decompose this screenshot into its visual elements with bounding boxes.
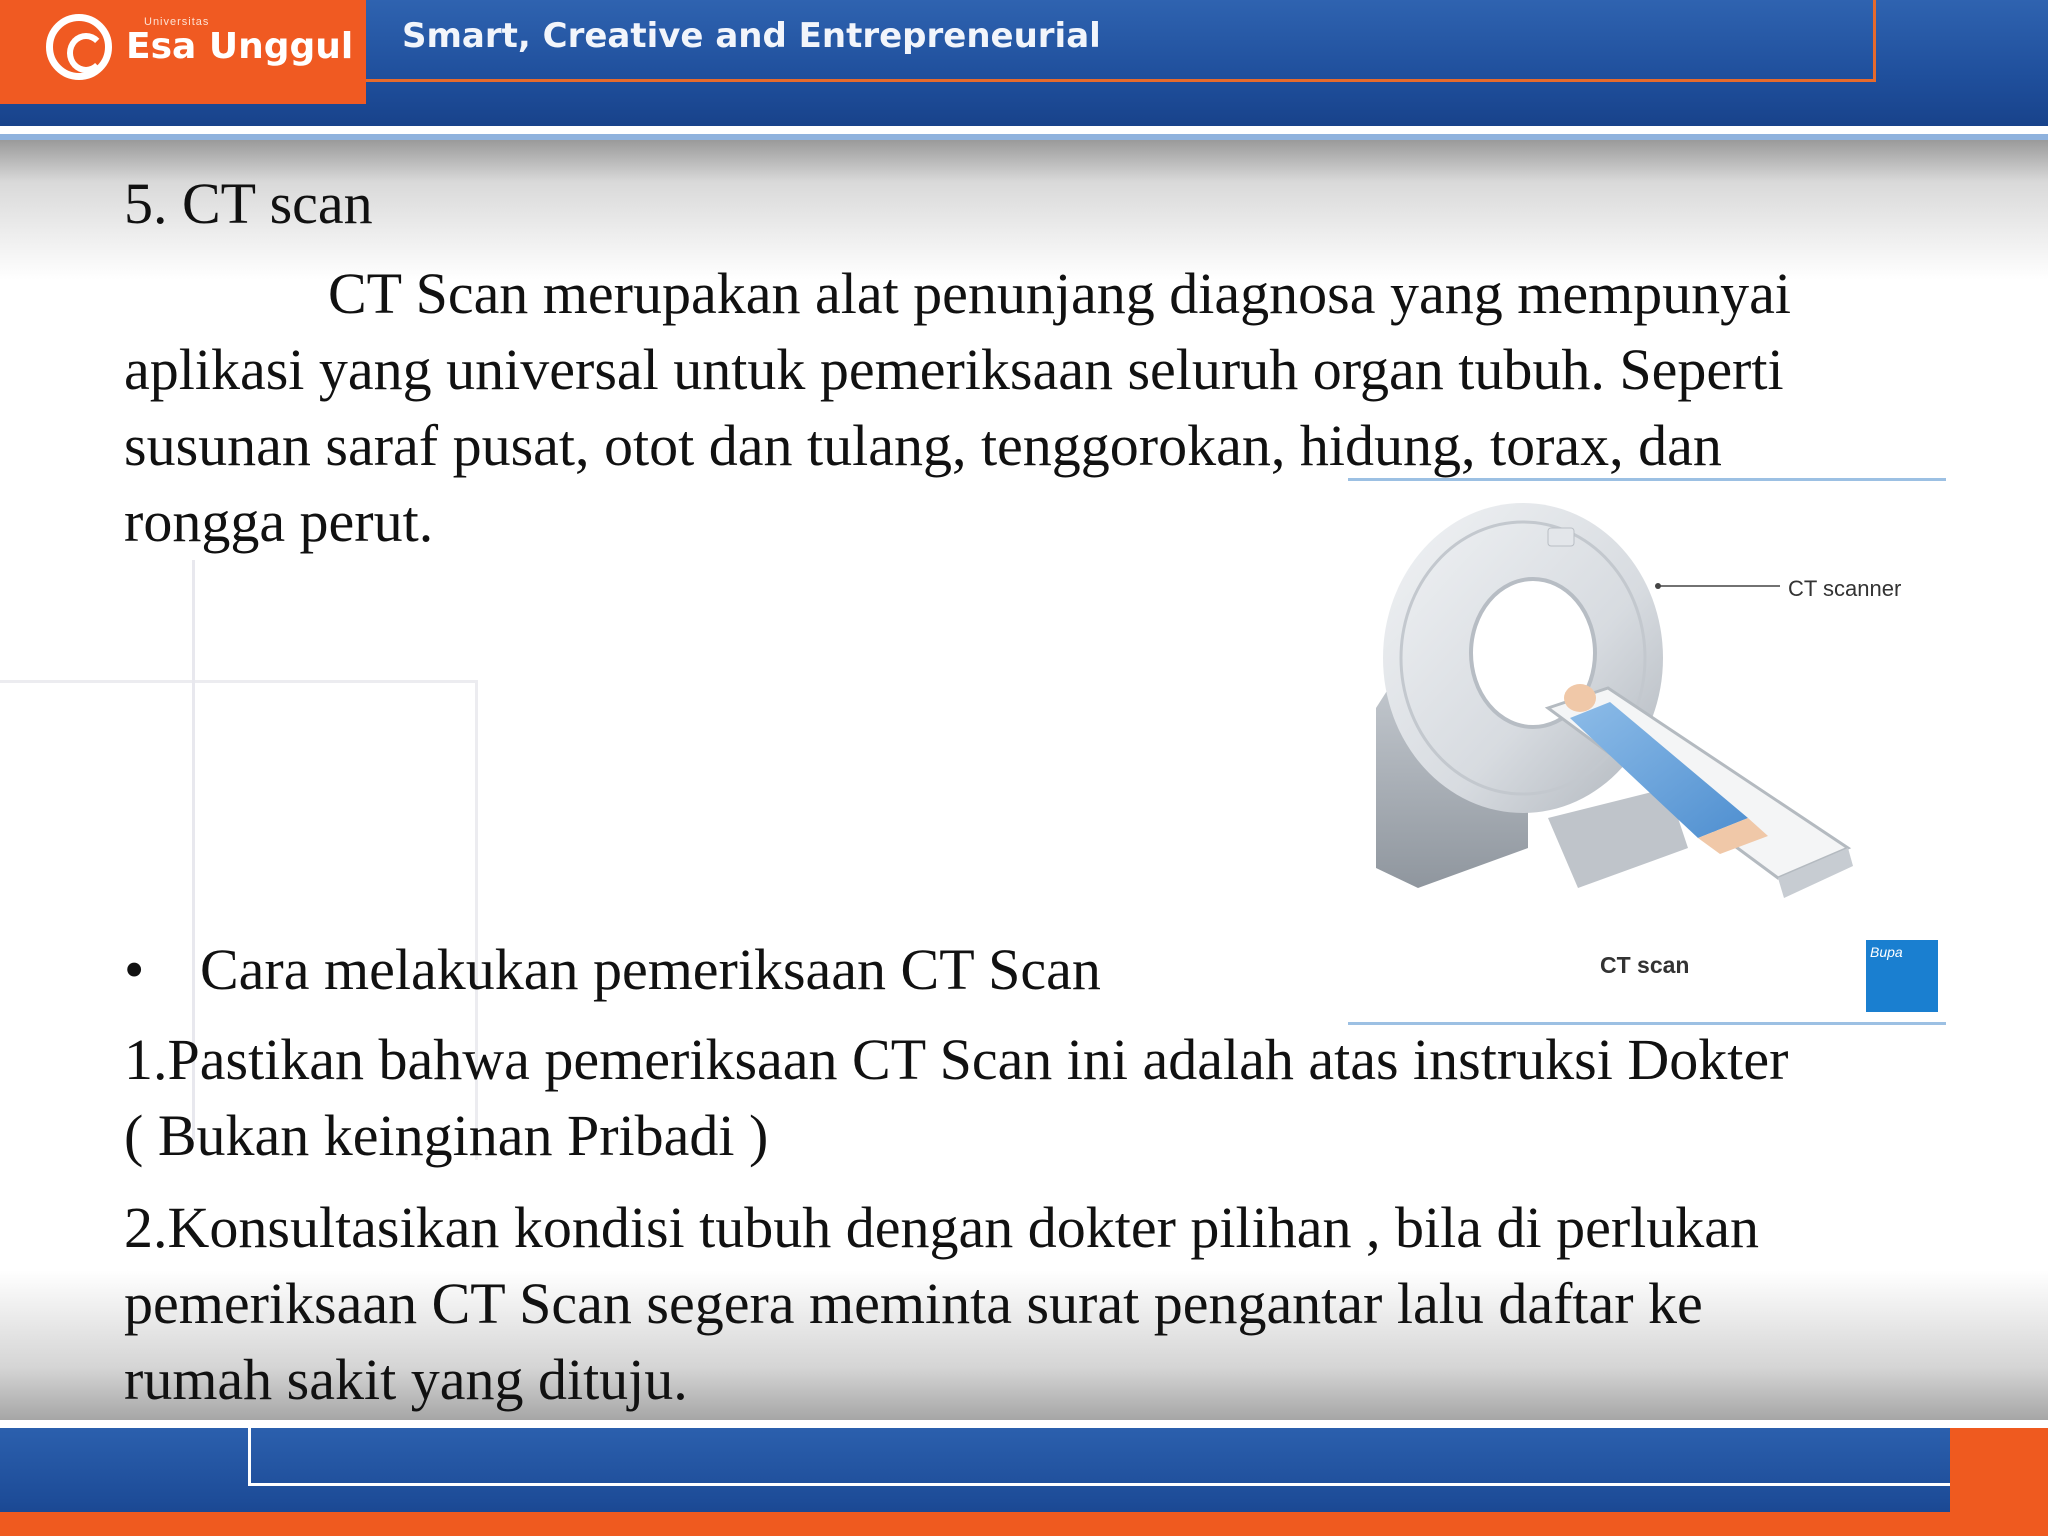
step-line: rumah sakit yang dituju. bbox=[124, 1347, 688, 1412]
step-item-2 bbox=[124, 1190, 1964, 1418]
ct-scanner-illustration bbox=[1348, 488, 1946, 948]
ct-scanner-figure bbox=[1348, 478, 1946, 1026]
tagline: Smart, Creative and Entrepreneurial bbox=[402, 16, 1101, 56]
section-title: 5. CT scan bbox=[124, 171, 373, 236]
footer-frame bbox=[248, 1428, 1950, 1486]
step-line: 1.Pastikan bahwa pemeriksaan CT Scan ini adalah atas instruksi Dokter bbox=[124, 1027, 1789, 1092]
bullet-icon: • bbox=[124, 937, 145, 1002]
step-item-1 bbox=[124, 1022, 1964, 1174]
footer-accent bbox=[1950, 1428, 2048, 1514]
footer-divider bbox=[0, 1420, 2048, 1428]
scanner-label: CT scanner bbox=[1788, 576, 1902, 601]
step-line: ( Bukan keinginan Pribadi ) bbox=[124, 1103, 769, 1168]
bupa-logo-text: Bupa bbox=[1870, 944, 1903, 960]
paragraph-line: aplikasi yang universal untuk pemeriksaan seluruh organ tubuh. Seperti bbox=[124, 337, 1784, 402]
figure-top-rule bbox=[1348, 478, 1946, 481]
figure-caption: CT scan bbox=[1600, 952, 1690, 978]
logo bbox=[0, 0, 366, 104]
logo-name: Esa Unggul bbox=[126, 26, 354, 67]
logo-ring-icon bbox=[46, 14, 112, 80]
step-line: pemeriksaan CT Scan segera meminta surat pengantar lalu daftar ke bbox=[124, 1271, 1703, 1336]
bupa-logo bbox=[1866, 940, 1938, 1012]
footer-stripe bbox=[0, 1512, 2048, 1536]
step-line: 2.Konsultasikan kondisi tubuh dengan dokter pilihan , bila di perlukan bbox=[124, 1195, 1760, 1260]
bullet-text: Cara melakukan pemeriksaan CT Scan bbox=[200, 937, 1101, 1002]
patient-head bbox=[1564, 684, 1596, 712]
paragraph-line: susunan saraf pusat, otot dan tulang, tenggorokan, hidung, torax, dan bbox=[124, 413, 1722, 478]
paragraph-line: rongga perut. bbox=[124, 489, 434, 554]
logo-subtitle: Universitas bbox=[144, 16, 210, 28]
bullet-heading bbox=[124, 932, 1101, 1008]
header-divider bbox=[0, 126, 2048, 134]
paragraph-line: CT Scan merupakan alat penunjang diagnosa yang mempunyai bbox=[328, 261, 1792, 326]
